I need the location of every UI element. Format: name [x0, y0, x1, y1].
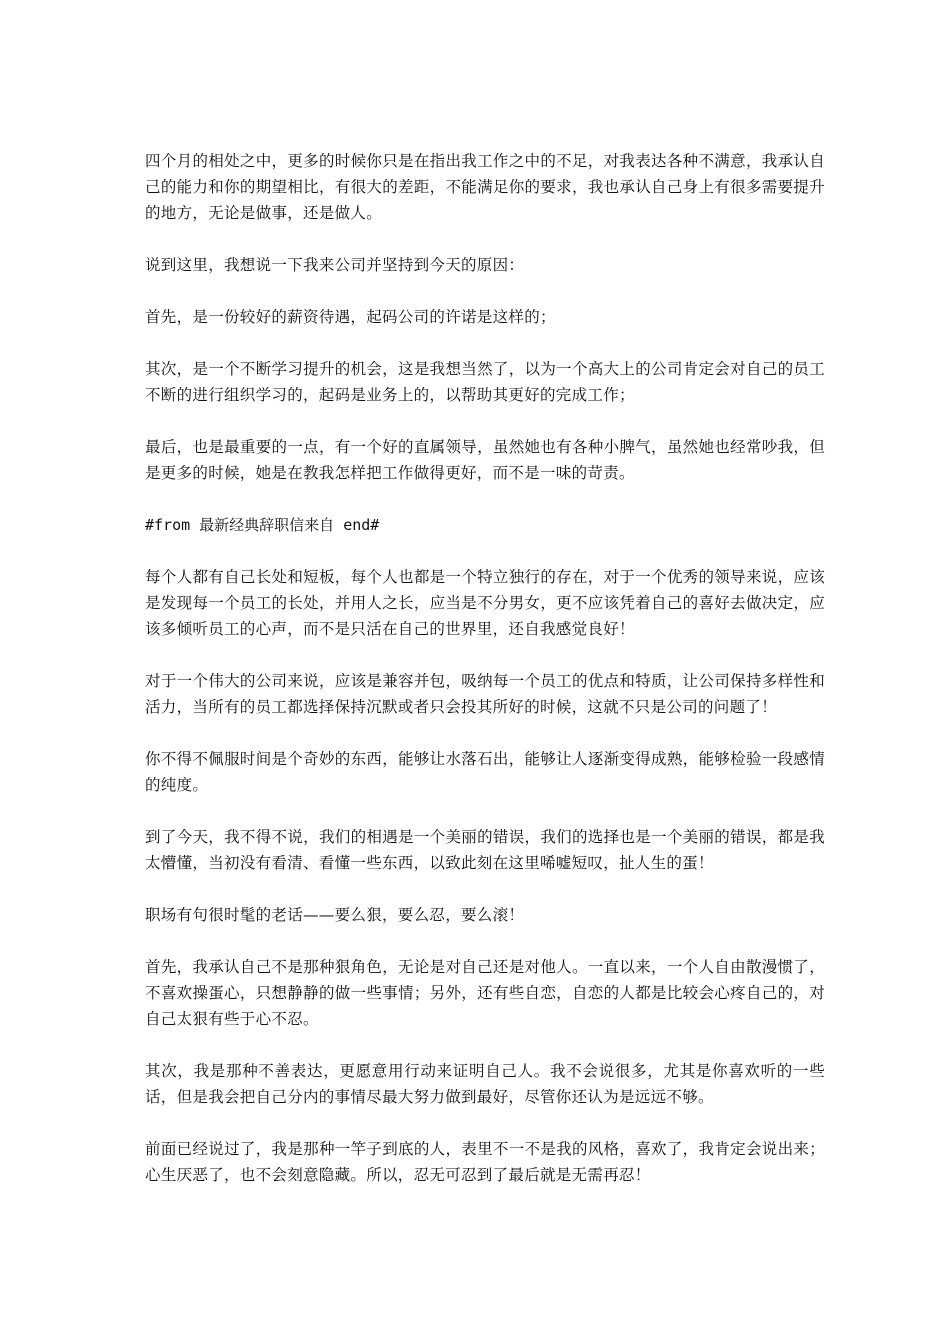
paragraph-10: 到了今天，我不得不说，我们的相遇是一个美丽的错误，我们的选择也是一个美丽的错误，都是我太懵懂，当初没有看清、看懂一些东西，以致此刻在这里唏嘘短叹，扯人生的蛋！ — [145, 828, 825, 872]
paragraph-4: 其次，是一个不断学习提升的机会，这是我想当然了，以为一个高大上的公司肯定会对自己的员工不断的进行组织学习的，起码是业务上的，以帮助其更好的完成工作； — [145, 360, 825, 404]
paragraph-12: 首先，我承认自己不是那种狠角色，无论是对自己还是对他人。一直以来，一个人自由散漫惯了，不喜欢操蛋心，只想静静的做一些事情；另外，还有些自恋，自恋的人都是比较会心疼自己的，对自己太狠有些于心不忍。 — [145, 958, 825, 1028]
paragraph-14: 前面已经说过了，我是那种一竿子到底的人，表里不一不是我的风格，喜欢了，我肯定会说出来；心生厌恶了，也不会刻意隐藏。所以，忍无可忍到了最后就是无需再忍！ — [145, 1140, 825, 1184]
paragraph-13: 其次，我是那种不善表达，更愿意用行动来证明自己人。我不会说很多，尤其是你喜欢听的一些话，但是我会把自己分内的事情尽最大努力做到最好，尽管你还认为是远远不够。 — [145, 1062, 825, 1106]
paragraph-2: 说到这里，我想说一下我来公司并坚持到今天的原因： — [145, 256, 525, 274]
source-tag-line: #from 最新经典辞职信来自 end# — [145, 516, 380, 534]
paragraph-9: 你不得不佩服时间是个奇妙的东西，能够让水落石出，能够让人逐渐变得成熟，能够检验一段感情的纯度。 — [145, 750, 825, 794]
paragraph-7: 每个人都有自己长处和短板，每个人也都是一个特立独行的存在，对于一个优秀的领导来说，应该是发现每一个员工的长处，并用人之长，应当是不分男女，更不应该凭着自己的喜好去做决定，应该多倾听员工的心声，而不是只活在自己的世界里，还自我感觉良好！ — [145, 568, 825, 638]
paragraph-3: 首先，是一份较好的薪资待遇，起码公司的许诺是这样的； — [145, 308, 556, 326]
paragraph-8: 对于一个伟大的公司来说，应该是兼容并包，吸纳每一个员工的优点和特质，让公司保持多样性和活力，当所有的员工都选择保持沉默或者只会投其所好的时候，这就不只是公司的问题了！ — [145, 672, 825, 716]
document-body — [145, 148, 825, 1214]
paragraph-1: 四个月的相处之中，更多的时候你只是在指出我工作之中的不足，对我表达各种不满意，我承认自己的能力和你的期望相比，有很大的差距，不能满足你的要求，我也承认自己身上有很多需要提升的地方，无论是做事，还是做人。 — [145, 152, 825, 222]
paragraph-5: 最后，也是最重要的一点，有一个好的直属领导，虽然她也有各种小脾气，虽然她也经常吵我，但是更多的时候，她是在教我怎样把工作做得更好，而不是一味的苛责。 — [145, 438, 825, 482]
paragraph-11: 职场有句很时髦的老话——要么狠，要么忍，要么滚！ — [145, 906, 525, 924]
